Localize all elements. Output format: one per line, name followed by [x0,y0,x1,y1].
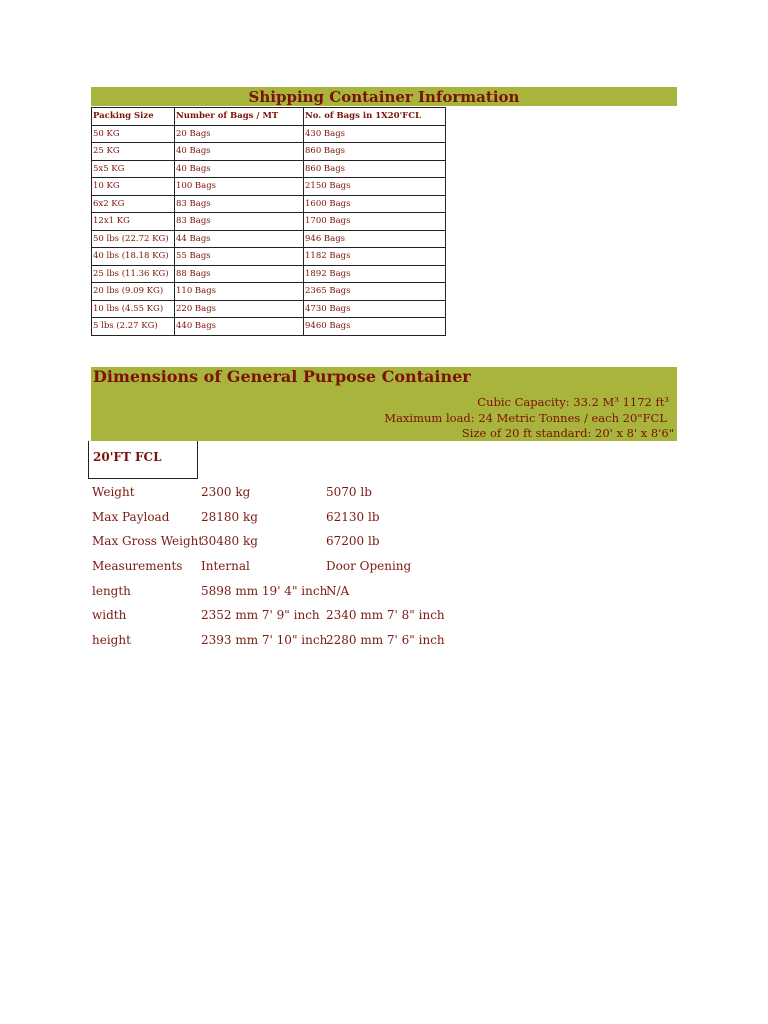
header-bags-per-mt: Number of Bags / MT [175,108,304,126]
table-row [92,178,446,196]
spec-label: Max Payload [92,509,170,524]
cell: 946 Bags [304,230,446,248]
cell: 5x5 KG [92,160,175,178]
cell: 2365 Bags [304,283,446,301]
spec-label: height [92,633,131,648]
cell: 860 Bags [304,143,446,161]
spec-label: length [92,583,131,598]
cell: 9460 Bags [304,318,446,336]
table-row [92,213,446,231]
cell: 10 lbs (4.55 KG) [92,300,175,318]
spec-label: Measurements [92,559,183,574]
spec-value: 2393 mm 7' 10" inch [201,633,328,648]
cell: 20 Bags [175,125,304,143]
cell: 1700 Bags [304,213,446,231]
spec-value: 5898 mm 19' 4" inch [201,583,328,598]
cell: 2150 Bags [304,178,446,196]
table-header-row [92,108,446,126]
cell: 860 Bags [304,160,446,178]
cell: 6x2 KG [92,195,175,213]
cell: 40 Bags [175,160,304,178]
header-packing-size: Packing Size [92,108,175,126]
table-row [92,265,446,283]
cell: 44 Bags [175,230,304,248]
maximum-load-text: Maximum load: 24 Metric Tonnes / each 20"FCL [384,411,667,425]
spec-value-alt: 2340 mm 7' 8" inch [326,608,445,623]
cell: 430 Bags [304,125,446,143]
spec-value-alt: 2280 mm 7' 6" inch [326,633,445,648]
cell: 55 Bags [175,248,304,266]
cell: 440 Bags [175,318,304,336]
cell: 110 Bags [175,283,304,301]
dimensions-banner [91,367,677,441]
table-row [92,143,446,161]
spec-value-alt: 62130 lb [326,509,380,524]
spec-label: Weight [92,485,135,499]
spec-value: 2352 mm 7' 9" inch [201,608,320,623]
table-row [92,230,446,248]
spec-label: width [92,608,127,623]
table-row [92,195,446,213]
cell: 5 lbs (2.27 KG) [92,318,175,336]
table-row [92,318,446,336]
spec-value-alt: 67200 lb [326,534,380,549]
spec-value-alt: 5070 lb [326,485,372,499]
cell: 1892 Bags [304,265,446,283]
cubic-capacity-text: Cubic Capacity: 33.2 M³ 1172 ft³ [477,395,669,409]
header-bags-per-fcl: No. of Bags in 1X20'FCL [304,108,446,126]
table-row [92,248,446,266]
spec-value-alt: Door Opening [326,559,412,574]
cell: 10 KG [92,178,175,196]
standard-size-text: Size of 20 ft standard: 20' x 8' x 8'6" [461,426,674,440]
cell: 4730 Bags [304,300,446,318]
table-row [92,300,446,318]
cell: 20 lbs (9.09 KG) [92,283,175,301]
shipping-container-title: Shipping Container Information [248,88,520,106]
container-type-label: 20'FT FCL [93,450,162,464]
table-row [92,125,446,143]
cell: 1182 Bags [304,248,446,266]
cell: 88 Bags [175,265,304,283]
cell: 40 Bags [175,143,304,161]
cell: 83 Bags [175,213,304,231]
cell: 50 lbs (22.72 KG) [92,230,175,248]
cell: 12x1 KG [92,213,175,231]
cell: 40 lbs (18.18 KG) [92,248,175,266]
spec-label: Max Gross Weight [92,534,204,549]
bags-table [91,107,446,336]
table-row [92,160,446,178]
spec-value: 2300 kg [201,485,251,499]
spec-value: Internal [201,559,250,574]
container-type-box [88,441,198,479]
dimensions-title: Dimensions of General Purpose Container [93,367,471,386]
shipping-container-banner [91,87,677,106]
table-row [92,283,446,301]
cell: 220 Bags [175,300,304,318]
spec-value: 30480 kg [201,534,258,549]
cell: 83 Bags [175,195,304,213]
cell: 100 Bags [175,178,304,196]
spec-value: 28180 kg [201,509,258,524]
cell: 1600 Bags [304,195,446,213]
cell: 25 lbs (11.36 KG) [92,265,175,283]
cell: 50 KG [92,125,175,143]
cell: 25 KG [92,143,175,161]
spec-value-alt: N/A [326,583,350,598]
